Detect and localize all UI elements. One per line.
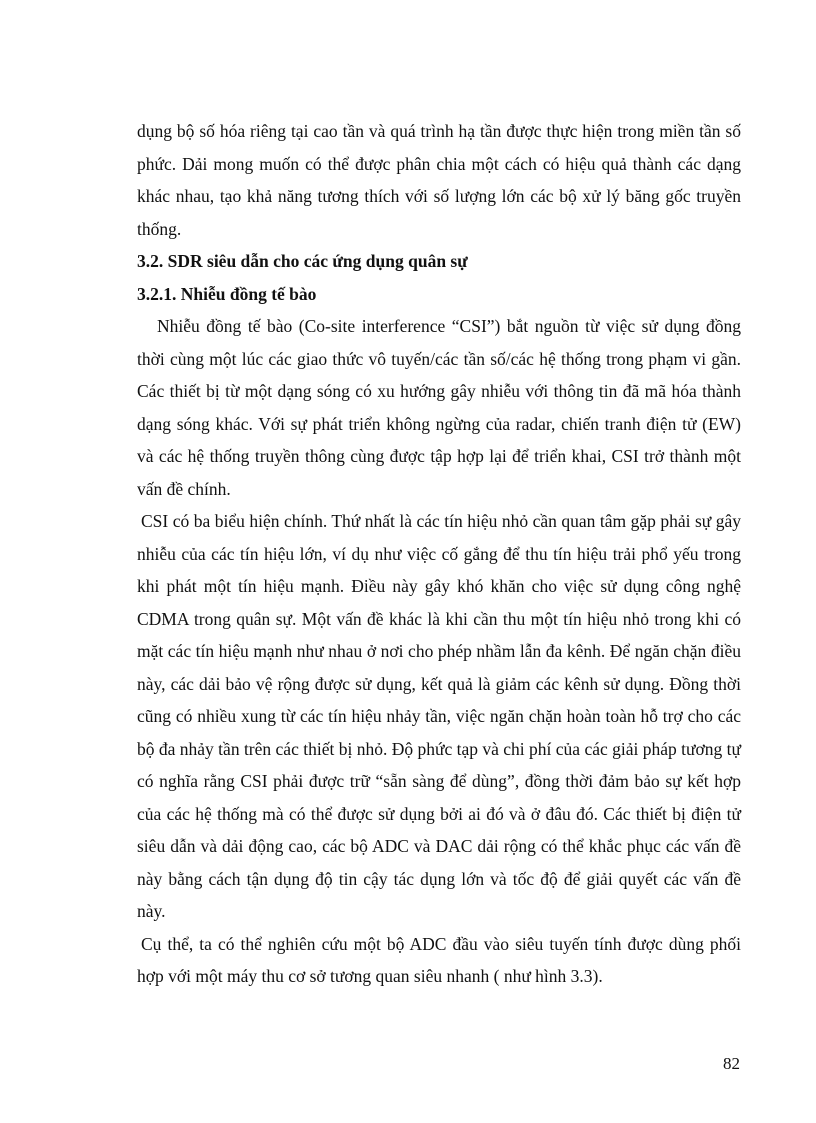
paragraph-continuation: dụng bộ số hóa riêng tại cao tần và quá trình hạ tần được thực hiện trong miền tần số phức. Dải mong muốn có thể được phân chia một cách có hiệu quả thành các dạng khác nhau, tạo khả năng tương thích với số lượng lớn các bộ xử lý băng gốc truyền thống. [137, 121, 741, 239]
section-heading: 3.2. SDR siêu dẫn cho các ứng dụng quân sự [137, 251, 468, 271]
subsection-heading: 3.2.1. Nhiễu đồng tế bào [137, 283, 317, 304]
paragraph-csi-definition: Nhiễu đồng tế bào (Co-site interference “CSI”) bắt nguồn từ việc sử dụng đồng thời cùng một lúc các giao thức vô tuyến/các tần số/các hệ thống trong phạm vi gần. Các thiết bị từ một dạng sóng có xu hướng gây nhiễu với thông tin đã mã hóa thành dạng sóng khác. Với sự phát triển không ngừng của radar, chiến tranh điện tử (EW) và các hệ thống truyền thông cùng được tập hợp lại để triển khai, CSI trở thành một vấn đề chính. [137, 316, 741, 499]
paragraph-adc-study: Cụ thể, ta có thể nghiên cứu một bộ ADC đầu vào siêu tuyến tính được dùng phối hợp với một máy thu cơ sở tương quan siêu nhanh ( như hình 3.3). [137, 933, 741, 986]
page-content [137, 115, 741, 993]
paragraph-csi-manifestations: CSI có ba biểu hiện chính. Thứ nhất là các tín hiệu nhỏ cần quan tâm gặp phải sự gây nhiễu của các tín hiệu lớn, ví dụ như việc cố gắng để thu tín hiệu trải phổ yếu trong khi phát một tín hiệu mạnh. Điều này gây khó khăn cho việc sử dụng công nghệ CDMA trong quân sự. Một vấn đề khác là khi cần thu một tín hiệu nhỏ trong khi có mặt các tín hiệu mạnh như nhau ở nơi cho phép nhầm lẫn đa kênh. Để ngăn chặn điều này, các dải bảo vệ rộng được sử dụng, kết quả là giảm các kênh sử dụng. Đồng thời cũng có nhiều xung từ các tín hiệu nhảy tần, việc ngăn chặn hoàn toàn hỗ trợ cho các bộ đa nhảy tần trên các thiết bị nhỏ. Độ phức tạp và chi phí của các giải pháp tương tự có nghĩa rằng CSI phải được trữ “sẵn sàng để dùng”, đồng thời đảm bảo sự kết hợp của các hệ thống mà có thể được sử dụng bởi ai đó và ở đâu đó. Các thiết bị điện tử siêu dẫn và dải động cao, các bộ ADC và DAC dải rộng có thể khắc phục các vấn đề này bằng cách tận dụng độ tin cậy tác dụng lớn và tốc độ để giải quyết các vấn đề này. [137, 511, 741, 921]
page-number: 82 [723, 1054, 740, 1073]
